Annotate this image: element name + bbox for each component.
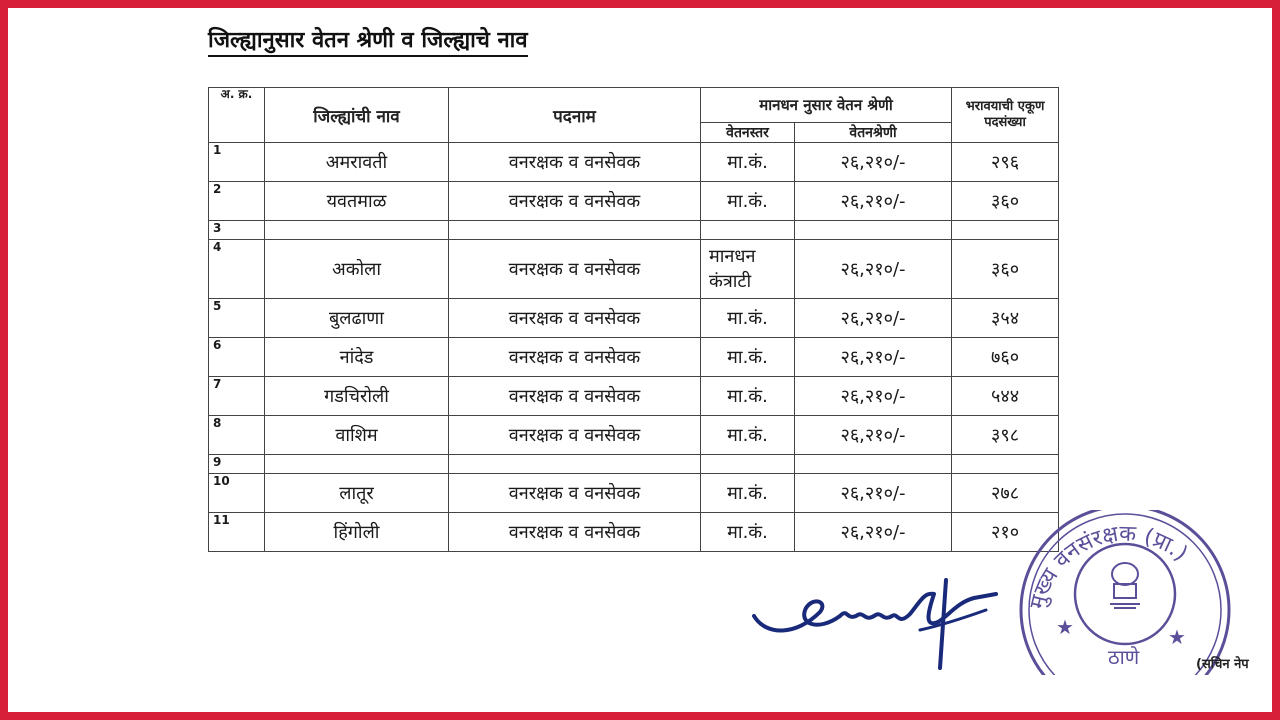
table-row bbox=[209, 513, 1059, 552]
table-row bbox=[209, 338, 1059, 377]
serial-cell: 8 bbox=[209, 416, 265, 455]
col-header-district: जिल्ह्यांची नाव bbox=[265, 88, 449, 143]
district-cell bbox=[265, 455, 449, 474]
table-header-row bbox=[209, 88, 1059, 123]
col-header-pay-scale: मानधन नुसार वेतन श्रेणी bbox=[701, 88, 952, 123]
page-title: जिल्ह्यानुसार वेतन श्रेणी व जिल्ह्याचे नाव bbox=[208, 24, 528, 57]
table-row bbox=[209, 299, 1059, 338]
district-cell: हिंगोली bbox=[265, 513, 449, 552]
district-cell: नांदेड bbox=[265, 338, 449, 377]
table-row bbox=[209, 182, 1059, 221]
handwritten-signature bbox=[748, 572, 1008, 672]
table-row bbox=[209, 143, 1059, 182]
pay-grade-cell: २६,२१०/- bbox=[795, 416, 952, 455]
seal-top-text: मुख्य वनसंरक्षक (प्रा.) bbox=[1025, 521, 1193, 612]
official-seal bbox=[1012, 510, 1232, 675]
pay-level-cell: मा.कं. bbox=[701, 182, 795, 221]
serial-cell: 11 bbox=[209, 513, 265, 552]
pay-grade-cell: २६,२१०/- bbox=[795, 240, 952, 299]
signatory-name: (सचिन नेप bbox=[1196, 657, 1249, 672]
post-cell: वनरक्षक व वनसेवक bbox=[449, 240, 701, 299]
col-header-post: पदनाम bbox=[449, 88, 701, 143]
pay-level-cell: मा.कं. bbox=[701, 338, 795, 377]
pay-grade-cell: २६,२१०/- bbox=[795, 513, 952, 552]
post-cell: वनरक्षक व वनसेवक bbox=[449, 299, 701, 338]
district-cell: बुलढाणा bbox=[265, 299, 449, 338]
total-posts-cell: ३६० bbox=[952, 240, 1059, 299]
district-cell: वाशिम bbox=[265, 416, 449, 455]
pay-level-cell: मा.कं. bbox=[701, 416, 795, 455]
pay-grade-cell bbox=[795, 221, 952, 240]
star-icon: ★ bbox=[1056, 615, 1074, 639]
post-cell: वनरक्षक व वनसेवक bbox=[449, 377, 701, 416]
table-row bbox=[209, 474, 1059, 513]
pay-level-cell: मा.कं. bbox=[701, 377, 795, 416]
post-cell: वनरक्षक व वनसेवक bbox=[449, 338, 701, 377]
star-icon: ★ bbox=[1168, 625, 1186, 649]
pay-level-cell: मा.कं. bbox=[701, 143, 795, 182]
pay-level-cell bbox=[701, 221, 795, 240]
pay-grade-cell: २६,२१०/- bbox=[795, 338, 952, 377]
pay-grade-cell: २६,२१०/- bbox=[795, 299, 952, 338]
pay-level-cell: मा.कं. bbox=[701, 299, 795, 338]
table-row bbox=[209, 221, 1059, 240]
post-cell bbox=[449, 221, 701, 240]
district-cell: यवतमाळ bbox=[265, 182, 449, 221]
pay-level-cell: मानधन कंत्राटी bbox=[701, 240, 795, 299]
col-header-serial: अ. क्र. bbox=[209, 88, 265, 143]
total-posts-cell: २९६ bbox=[952, 143, 1059, 182]
col-header-pay-level: वेतनस्तर bbox=[701, 123, 795, 143]
pay-level-cell: मा.कं. bbox=[701, 474, 795, 513]
table-row bbox=[209, 377, 1059, 416]
serial-cell: 2 bbox=[209, 182, 265, 221]
post-cell: वनरक्षक व वनसेवक bbox=[449, 143, 701, 182]
serial-cell: 3 bbox=[209, 221, 265, 240]
serial-cell: 10 bbox=[209, 474, 265, 513]
table-row bbox=[209, 416, 1059, 455]
district-cell bbox=[265, 221, 449, 240]
total-posts-cell: ३६० bbox=[952, 182, 1059, 221]
emblem-icon bbox=[1110, 563, 1140, 608]
pay-grade-cell: २६,२१०/- bbox=[795, 182, 952, 221]
post-cell: वनरक्षक व वनसेवक bbox=[449, 416, 701, 455]
post-cell: वनरक्षक व वनसेवक bbox=[449, 182, 701, 221]
seal-bottom-text: ठाणे bbox=[1108, 645, 1140, 669]
post-cell bbox=[449, 455, 701, 474]
post-cell: वनरक्षक व वनसेवक bbox=[449, 474, 701, 513]
pay-grade-cell: २६,२१०/- bbox=[795, 143, 952, 182]
total-posts-cell: २१० bbox=[952, 513, 1059, 552]
total-posts-cell bbox=[952, 221, 1059, 240]
pay-level-cell: मा.कं. bbox=[701, 513, 795, 552]
total-posts-cell: २७८ bbox=[952, 474, 1059, 513]
serial-cell: 4 bbox=[209, 240, 265, 299]
table-row bbox=[209, 240, 1059, 299]
pay-grade-cell: २६,२१०/- bbox=[795, 474, 952, 513]
salary-table bbox=[208, 87, 1059, 552]
district-cell: लातूर bbox=[265, 474, 449, 513]
total-posts-cell: ७६० bbox=[952, 338, 1059, 377]
total-posts-cell: ३९८ bbox=[952, 416, 1059, 455]
district-cell: अकोला bbox=[265, 240, 449, 299]
serial-cell: 7 bbox=[209, 377, 265, 416]
table-row bbox=[209, 455, 1059, 474]
pay-level-cell bbox=[701, 455, 795, 474]
pay-grade-cell: २६,२१०/- bbox=[795, 377, 952, 416]
serial-cell: 5 bbox=[209, 299, 265, 338]
pay-grade-cell bbox=[795, 455, 952, 474]
col-header-total-posts: भरावयाची एकूण पदसंख्या bbox=[952, 88, 1059, 143]
total-posts-cell: ३५४ bbox=[952, 299, 1059, 338]
serial-cell: 9 bbox=[209, 455, 265, 474]
total-posts-cell bbox=[952, 455, 1059, 474]
serial-cell: 1 bbox=[209, 143, 265, 182]
post-cell: वनरक्षक व वनसेवक bbox=[449, 513, 701, 552]
district-cell: गडचिरोली bbox=[265, 377, 449, 416]
serial-cell: 6 bbox=[209, 338, 265, 377]
district-cell: अमरावती bbox=[265, 143, 449, 182]
col-header-pay-grade: वेतनश्रेणी bbox=[795, 123, 952, 143]
total-posts-cell: ५४४ bbox=[952, 377, 1059, 416]
